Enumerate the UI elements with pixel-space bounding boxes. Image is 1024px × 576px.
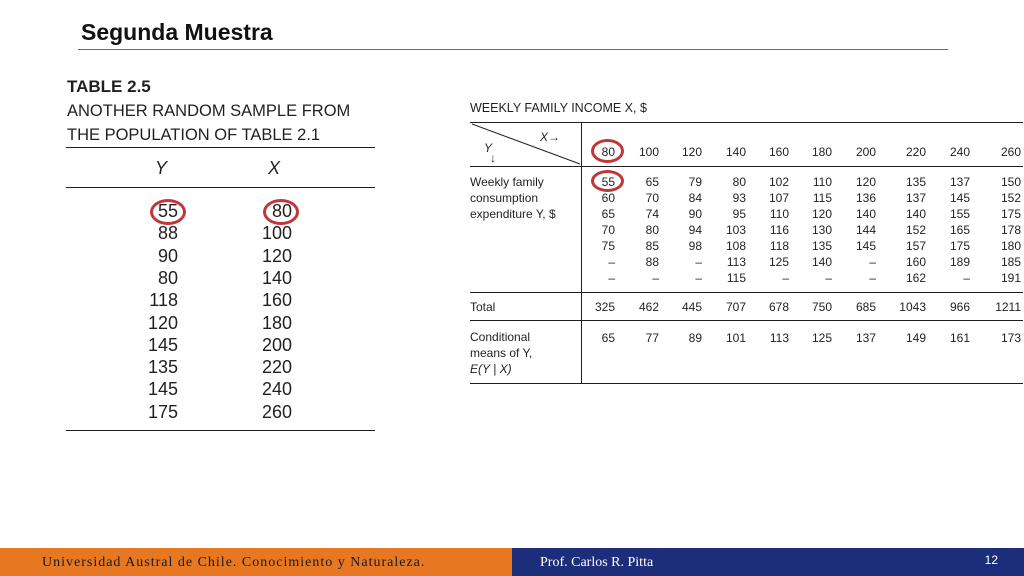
- left-table-x-cell: 100: [261, 223, 292, 244]
- consumption-cell: 137: [949, 175, 970, 189]
- consumption-cell: 74: [645, 207, 659, 221]
- income-header-cell: 200: [855, 145, 876, 159]
- x-arrow-label: X→: [540, 130, 561, 144]
- highlight-circle-x: [263, 199, 299, 225]
- consumption-cell: 113: [726, 255, 746, 269]
- consumption-cell: –: [608, 271, 615, 285]
- consumption-cell: 144: [855, 223, 876, 237]
- consumption-cell: 65: [645, 175, 659, 189]
- left-table-top-rule: [66, 147, 375, 148]
- left-table-x-cell: 220: [261, 357, 292, 378]
- total-cell: 678: [768, 300, 789, 314]
- left-table-heading: [67, 75, 350, 147]
- mean-cell: 113: [769, 331, 789, 345]
- right-table-bottom-rule: [470, 383, 1023, 384]
- page-number: 12: [984, 553, 998, 567]
- left-table-y-cell: 80: [157, 267, 178, 288]
- mean-cell: 65: [601, 331, 615, 345]
- left-table-x-cell: 180: [261, 312, 292, 333]
- consumption-cell: 80: [645, 223, 659, 237]
- consumption-cell: 110: [812, 175, 832, 189]
- consumption-cell: 84: [688, 191, 702, 205]
- left-table-x-cell: 260: [261, 401, 292, 422]
- consumption-cell: 135: [905, 175, 926, 189]
- consumption-cell: 93: [732, 191, 746, 205]
- consumption-cell: 98: [688, 239, 702, 253]
- title-divider: [78, 49, 948, 50]
- right-table-means-rule: [470, 320, 1023, 321]
- income-header-cell: 180: [811, 145, 832, 159]
- total-cell: 750: [811, 300, 832, 314]
- left-table-y-cell: 55: [157, 201, 178, 221]
- income-header-cell: 160: [768, 145, 789, 159]
- total-cell: 966: [949, 300, 970, 314]
- consumption-cell: –: [963, 271, 970, 285]
- row-label-line: expenditure Y, $: [470, 207, 556, 221]
- left-table-y-cell: 88: [157, 223, 178, 244]
- total-cell: 462: [638, 300, 659, 314]
- consumption-cell: 90: [688, 207, 702, 221]
- left-table-y-cell: 90: [157, 245, 178, 266]
- income-header-cell: 220: [905, 145, 926, 159]
- consumption-cell: 120: [855, 175, 876, 189]
- consumption-cell: –: [782, 271, 789, 285]
- consumption-cell: 178: [1000, 223, 1021, 237]
- mean-cell: 77: [645, 331, 659, 345]
- left-table-caption-line2: THE POPULATION OF TABLE 2.1: [67, 126, 321, 144]
- total-label: Total: [470, 300, 496, 314]
- total-cell: 707: [725, 300, 746, 314]
- consumption-cell: –: [825, 271, 832, 285]
- mean-cell: 173: [1000, 331, 1021, 345]
- mean-cell: 161: [949, 331, 970, 345]
- consumption-cell: 108: [725, 239, 746, 253]
- total-cell: 1043: [899, 300, 926, 314]
- consumption-cell: 60: [601, 191, 615, 205]
- consumption-cell: 120: [811, 207, 832, 221]
- means-label-line: means of Y,: [470, 346, 533, 360]
- consumption-cell: 162: [905, 271, 926, 285]
- consumption-cell: 165: [949, 223, 970, 237]
- right-table-caption: WEEKLY FAMILY INCOME X, $: [470, 101, 647, 115]
- footer-author: Prof. Carlos R. Pitta: [540, 555, 654, 570]
- consumption-cell: 137: [905, 191, 926, 205]
- left-table-x-cell: 160: [261, 290, 292, 311]
- mean-cell: 137: [855, 331, 876, 345]
- consumption-cell: 115: [812, 191, 832, 205]
- means-label-line: E(Y | X): [470, 362, 512, 376]
- consumption-cell: 140: [905, 207, 926, 221]
- left-table-y-cell: 120: [147, 312, 178, 333]
- consumption-cell: –: [869, 255, 876, 269]
- consumption-cell: 75: [601, 239, 615, 253]
- consumption-cell: 70: [601, 223, 615, 237]
- highlight-circle-income: [591, 139, 624, 163]
- consumption-cell: 55: [601, 175, 615, 189]
- left-table-header-rule: [66, 187, 375, 188]
- consumption-cell: 180: [1000, 239, 1021, 253]
- consumption-cell: 94: [688, 223, 702, 237]
- consumption-cell: 175: [1000, 207, 1021, 221]
- row-label-consumption: [470, 174, 556, 222]
- consumption-cell: 145: [855, 239, 876, 253]
- consumption-cell: 150: [1000, 175, 1021, 189]
- consumption-cell: 175: [949, 239, 970, 253]
- consumption-cell: 155: [949, 207, 970, 221]
- consumption-cell: –: [608, 255, 615, 269]
- consumption-cell: 189: [949, 255, 970, 269]
- mean-cell: 125: [811, 331, 832, 345]
- row-label-line: Weekly family: [470, 175, 544, 189]
- means-label: [470, 329, 532, 377]
- consumption-cell: 135: [811, 239, 832, 253]
- footer-university: Universidad Austral de Chile. Conocimiento y Naturaleza.: [42, 555, 426, 570]
- consumption-cell: 65: [601, 207, 615, 221]
- left-table-caption-line1: ANOTHER RANDOM SAMPLE FROM: [67, 102, 351, 120]
- left-table-y-cell: 145: [147, 334, 178, 355]
- income-header-cell: 100: [638, 145, 659, 159]
- consumption-cell: 70: [645, 191, 659, 205]
- consumption-cell: 125: [768, 255, 789, 269]
- right-table-header-rule: [470, 166, 1023, 167]
- y-arrow-label: Y: [484, 141, 493, 155]
- left-table-x-cell: 80: [271, 201, 292, 221]
- mean-cell: 101: [725, 331, 746, 345]
- row-label-line: consumption: [470, 191, 539, 205]
- consumption-cell: 107: [768, 191, 789, 205]
- left-table-col-x: X: [268, 158, 281, 178]
- right-table-total-rule: [470, 292, 1023, 293]
- consumption-cell: 140: [811, 255, 832, 269]
- consumption-cell: 85: [645, 239, 659, 253]
- consumption-cell: 185: [1000, 255, 1021, 269]
- left-table-y-cell: 118: [149, 290, 178, 311]
- left-table-x-cell: 200: [261, 334, 292, 355]
- means-label-line: Conditional: [470, 330, 531, 344]
- mean-cell: 149: [905, 331, 926, 345]
- mean-cell: 89: [688, 331, 702, 345]
- left-table-y-cell: 145: [147, 379, 178, 400]
- consumption-cell: –: [652, 271, 659, 285]
- consumption-cell: –: [695, 271, 702, 285]
- y-arrow-down: ↓: [490, 151, 496, 165]
- left-table-y-cell: 175: [147, 401, 178, 422]
- consumption-cell: 103: [725, 223, 746, 237]
- total-cell: 445: [681, 300, 702, 314]
- consumption-cell: –: [695, 255, 702, 269]
- highlight-circle-consumption: [591, 170, 624, 192]
- consumption-cell: 110: [769, 207, 789, 221]
- consumption-cell: 130: [811, 223, 832, 237]
- consumption-cell: 118: [769, 239, 789, 253]
- consumption-cell: 102: [768, 175, 789, 189]
- consumption-cell: 191: [1000, 271, 1021, 285]
- left-table-number: TABLE 2.5: [67, 77, 151, 96]
- slide-title: Segunda Muestra: [81, 19, 273, 45]
- income-header-cell: 240: [949, 145, 970, 159]
- consumption-cell: 79: [688, 175, 702, 189]
- left-table-x-cell: 140: [261, 267, 292, 288]
- left-table-x-cell: 120: [261, 245, 292, 266]
- total-cell: 1211: [995, 300, 1021, 314]
- consumption-cell: 116: [769, 223, 789, 237]
- left-table-x-cell: 240: [261, 379, 292, 400]
- consumption-cell: 136: [855, 191, 876, 205]
- income-header-cell: 260: [1000, 145, 1021, 159]
- total-cell: 685: [855, 300, 876, 314]
- consumption-cell: 88: [645, 255, 659, 269]
- left-table-bottom-rule: [66, 430, 375, 431]
- consumption-cell: –: [869, 271, 876, 285]
- highlight-circle-y: [150, 199, 186, 225]
- income-header-cell: 80: [601, 145, 615, 159]
- consumption-cell: 140: [855, 207, 876, 221]
- consumption-cell: 95: [732, 207, 746, 221]
- consumption-cell: 152: [905, 223, 926, 237]
- income-header-cell: 140: [725, 145, 746, 159]
- consumption-cell: 145: [949, 191, 970, 205]
- consumption-cell: 157: [905, 239, 926, 253]
- consumption-cell: 160: [905, 255, 926, 269]
- income-header-cell: 120: [681, 145, 702, 159]
- consumption-cell: 152: [1000, 191, 1021, 205]
- left-table-y-cell: 135: [147, 357, 178, 378]
- total-cell: 325: [594, 300, 615, 314]
- left-table-col-y: Y: [155, 158, 168, 178]
- consumption-cell: 115: [726, 271, 746, 285]
- consumption-cell: 80: [732, 175, 746, 189]
